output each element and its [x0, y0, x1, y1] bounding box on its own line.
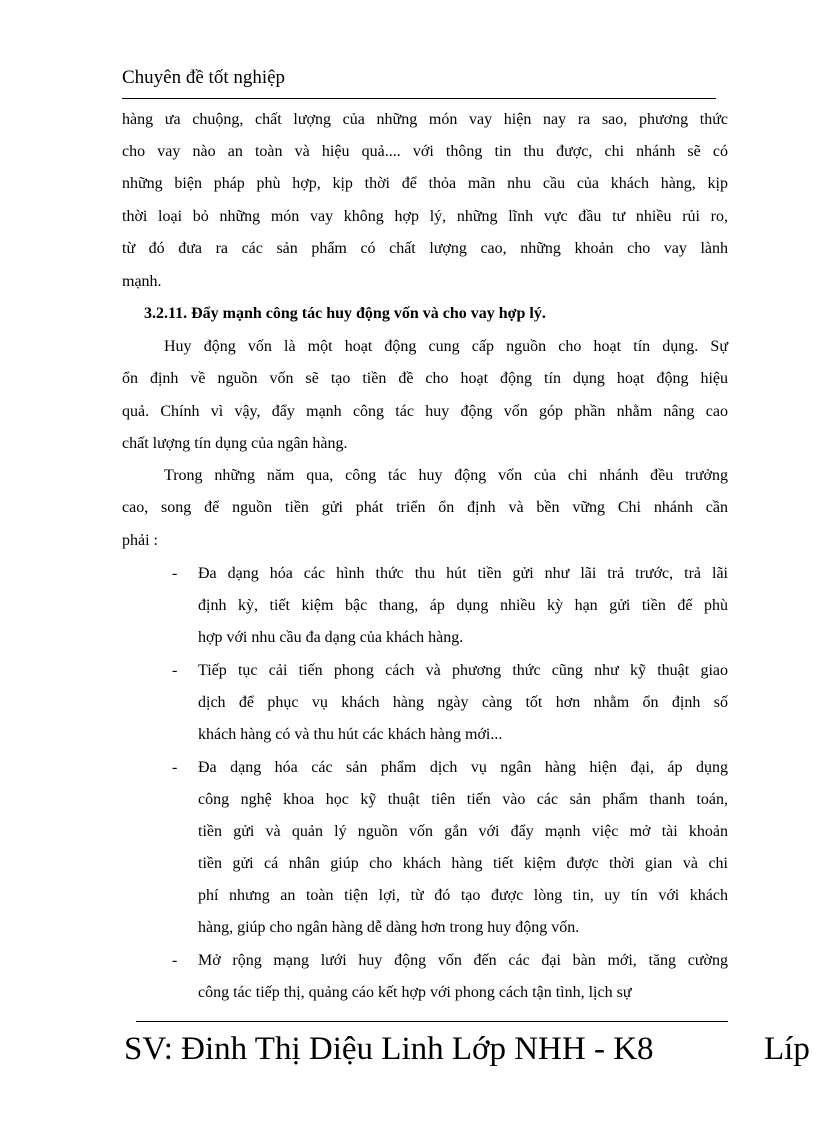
bullet-line: phí nhưng an toàn tiện lợi, từ đó tạo được lòng tin, uy tín với khách: [198, 887, 728, 904]
footer-student-info: SV: Đinh Thị Diệu Linh Lớp NHH - K8: [124, 1031, 654, 1067]
body-line: thời loại bỏ những món vay không hợp lý, những lĩnh vực đầu tư nhiều rủi ro,: [122, 208, 728, 225]
header-divider: [122, 98, 716, 99]
body-line: Trong những năm qua, công tác huy động vốn của chi nhánh đều trưởng: [164, 467, 728, 484]
bullet-dash: -: [172, 662, 178, 679]
body-line: ổn định về nguồn vốn sẽ tạo tiền đề cho hoạt động tín dụng hoạt động hiệu: [122, 370, 728, 387]
bullet-dash: -: [172, 759, 178, 776]
bullet-line: Mở rộng mạng lưới huy động vốn đến các đại bàn mới, tăng cường: [198, 952, 728, 969]
bullet-line: tiền gửi cá nhân giúp cho khách hàng tiết kiệm được thời gian và chi: [198, 855, 728, 872]
bullet-line: Tiếp tục cải tiến phong cách và phương thức cũng như kỹ thuật giao: [198, 662, 728, 679]
body-line: Huy động vốn là một hoạt động cung cấp nguồn cho hoạt tín dụng. Sự: [164, 338, 728, 355]
footer-class-label: Líp: [764, 1031, 810, 1067]
body-line: phải :: [122, 532, 158, 549]
bullet-line: định kỳ, tiết kiệm bậc thang, áp dụng nhiều kỳ hạn gửi tiền để phù: [198, 597, 728, 614]
footer-divider: [136, 1021, 728, 1022]
bullet-line: dịch để phục vụ khách hàng ngày càng tốt hơn nhằm ổn định số: [198, 694, 728, 711]
bullet-line: khách hàng có và thu hút các khách hàng mới...: [198, 726, 503, 743]
bullet-line: hàng, giúp cho ngân hàng dễ dàng hơn trong huy động vốn.: [198, 919, 580, 936]
bullet-line: công nghệ khoa học kỹ thuật tiên tiến vào các sản phẩm thanh toán,: [198, 791, 728, 808]
bullet-line: Đa dạng hóa các hình thức thu hút tiền gửi như lãi trả trước, trả lãi: [198, 565, 728, 582]
body-line: mạnh.: [122, 273, 162, 290]
bullet-line: Đa dạng hóa các sản phẩm dịch vụ ngân hàng hiện đại, áp dụng: [198, 759, 728, 776]
bullet-line: tiền gửi và quản lý nguồn vốn gắn với đẩy mạnh việc mở tài khoản: [198, 823, 728, 840]
body-line: hàng ưa chuộng, chất lượng của những món vay hiện nay ra sao, phương thức: [122, 111, 728, 128]
body-line: chất lượng tín dụng của ngân hàng.: [122, 435, 348, 452]
bullet-line: hợp với nhu cầu đa dạng của khách hàng.: [198, 629, 464, 646]
body-line: những biện pháp phù hợp, kịp thời để thỏa mãn nhu cầu của khách hàng, kịp: [122, 175, 728, 192]
bullet-dash: -: [172, 565, 178, 582]
body-line: từ đó đưa ra các sản phẩm có chất lượng cao, những khoản cho vay lành: [122, 240, 728, 257]
body-line: cho vay nào an toàn và hiệu quả.... với thông tin thu được, chi nhánh sẽ có: [122, 143, 728, 160]
section-heading: 3.2.11. Đẩy mạnh công tác huy động vốn và cho vay hợp lý.: [144, 305, 546, 322]
body-line: quả. Chính vì vậy, đẩy mạnh công tác huy động vốn góp phần nhằm nâng cao: [122, 403, 728, 420]
bullet-line: công tác tiếp thị, quảng cáo kết hợp với phong cách tận tình, lịch sự: [198, 984, 632, 1001]
page-header-title: Chuyên đề tốt nghiệp: [122, 67, 286, 88]
bullet-dash: -: [172, 952, 178, 969]
body-line: cao, song để nguồn tiền gửi phát triển ổn định và bền vững Chi nhánh cần: [122, 499, 728, 516]
